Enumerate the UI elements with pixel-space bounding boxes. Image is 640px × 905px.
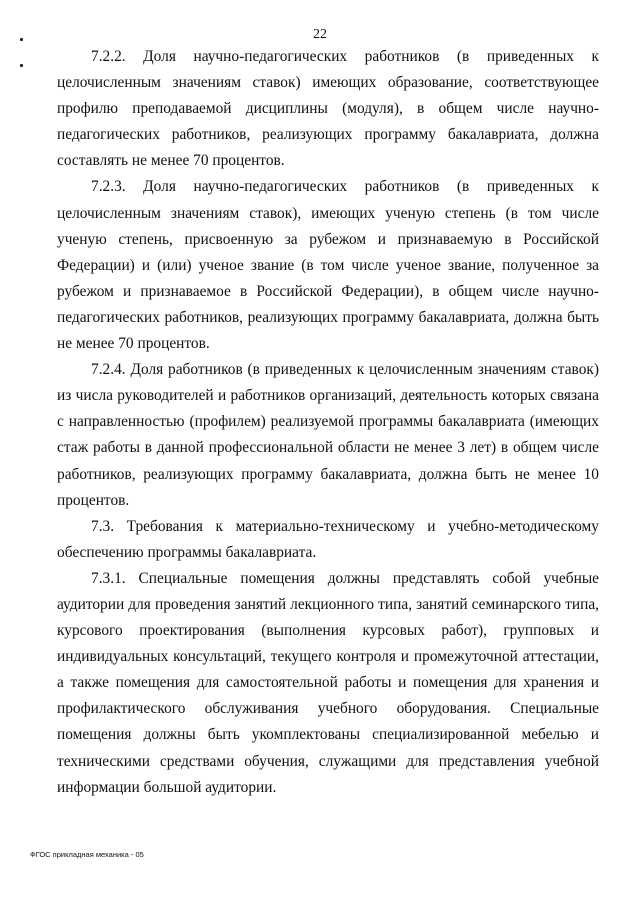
paragraph-7-3-1: 7.3.1. Специальные помещения должны представлять собой учебные аудитории для проведения занятий лекционного типа, занятий семинарского типа, курсового проектирования (выполнения курсовых работ), групповых и индивидуальных консультаций, текущего контроля и промежуточной аттестации, а также помещения для самостоятельной работы и помещения для хранения и профилактического обслуживания учебного оборудования. Специальные помещения должны быть укомплектованы специализированной мебелью и техническими средствами обучения, служащими для представления учебной информации большой аудитории.: [57, 569, 599, 796]
paragraph-7-2-2: 7.2.2. Доля научно-педагогических работников (в приведенных к целочисленным значениям ставок) имеющих образование, соответствующее профилю преподаваемой дисциплины (модуля), в общем числе научно-педагогических работников, реализующих программу бакалавриата, должна составлять не менее 70 процентов.: [57, 48, 599, 170]
paragraph-7-2-4: 7.2.4. Доля работников (в приведенных к целочисленным значениям ставок) из числа руководителей и работников организаций, деятельность которых связана с направленностью (профилем) реализуемой программы бакалавриата (имеющих стаж работы в данной профессиональной области не менее 3 лет) в общем числе работников, реализующих программу бакалавриата, должна быть не менее 10 процентов.: [57, 361, 599, 509]
document-body: [57, 44, 599, 801]
scan-mark-bottom: [20, 64, 23, 67]
paragraph-7-3: 7.3. Требования к материально-техническому и учебно-методическому обеспечению программы бакалавриата.: [57, 517, 599, 561]
paragraph-7-2-3: 7.2.3. Доля научно-педагогических работников (в приведенных к целочисленным значениям ставок), имеющих ученую степень (в том числе ученую степень, присвоенную за рубежом и признаваемую в Российской Федерации) и (или) ученое звание (в том числе ученое звание, полученное за рубежом и признаваемое в Российской Федерации), в общем числе научно-педагогических работников, реализующих программу бакалавриата, должна быть не менее 70 процентов.: [57, 178, 599, 353]
footer-note: ФГОС прикладная механика - 05: [30, 850, 144, 859]
page-number: 22: [313, 27, 327, 42]
